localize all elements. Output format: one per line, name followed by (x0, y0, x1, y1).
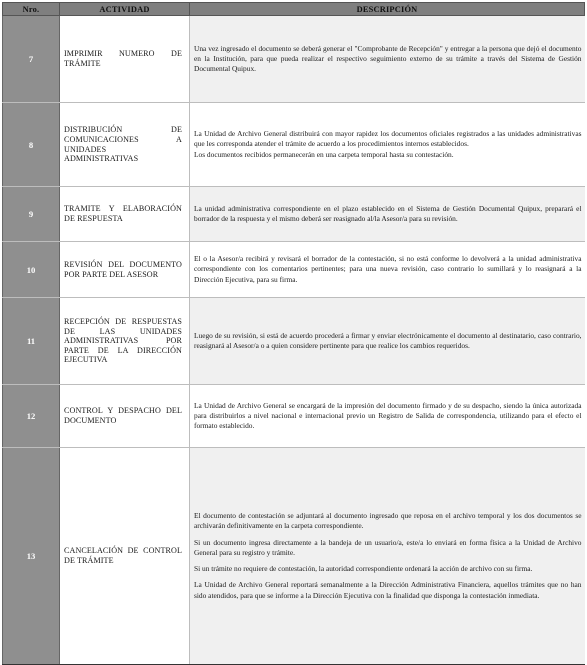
activity-label: TRAMITE Y ELABORACIÓN DE RESPUESTA (64, 204, 182, 223)
activity-cell (60, 103, 190, 187)
description-cell (190, 298, 585, 385)
table-row (3, 242, 585, 298)
table-row (3, 385, 585, 448)
row-number: 12 (3, 385, 60, 448)
activity-label: RECEPCIÓN DE RESPUESTAS DE LAS UNIDADES ADMINISTRATIVAS POR PARTE DE LA DIRECCIÓN EJECUTIVA (64, 317, 182, 365)
description-paragraph: Si un trámite no requiere de contestación, la autoridad correspondiente ordenará la acción de archivo con su firma. (194, 564, 533, 574)
column-header-descripcion: DESCRIPCIÓN (190, 3, 585, 16)
description-paragraph: El documento de contestación se adjuntará al documento ingresado que reposa en el archivo temporal y los dos documentos se archivarán definitivamente en la carpeta correspondiente. (194, 511, 582, 531)
activity-cell (60, 448, 190, 665)
table-row (3, 103, 585, 187)
description-paragraph: Una vez ingresado el documento se deberá generar el "Comprobante de Recepción" y entregar a la persona que dejó el documento en la Institución, para que pueda realizar el respectivo seguimiento externo de su trámite a través del Sistema de Gestión Documental Quipux. (194, 43, 582, 74)
column-header-nro: Nro. (3, 3, 60, 16)
table-header-row (3, 3, 585, 16)
activity-cell (60, 16, 190, 103)
row-number: 11 (3, 298, 60, 385)
description-cell (190, 16, 585, 103)
row-number: 7 (3, 16, 60, 103)
description-cell (190, 242, 585, 298)
description-paragraph: Luego de su revisión, si está de acuerdo procederá a firmar y enviar electrónicamente el documento al destinatario, caso contrario, reasignará al Asesor/a o a quien considere pertinente para que realice los cambios requeridos. (194, 330, 582, 350)
activity-cell (60, 187, 190, 242)
table-row (3, 448, 585, 665)
activity-label: CONTROL Y DESPACHO DEL DOCUMENTO (64, 406, 182, 425)
column-header-actividad: ACTIVIDAD (60, 3, 190, 16)
description-cell (190, 103, 585, 187)
description-cell (190, 385, 585, 448)
procedure-table (2, 2, 585, 665)
description-paragraph: La Unidad de Archivo General reportará semanalmente a la Dirección Administrativa Financiera, aquellos trámites que no han sido atendidos, para que se informe a la Dirección Ejecutiva con la finalidad que disponga la contestación inmediata. (194, 580, 582, 600)
row-number: 10 (3, 242, 60, 298)
description-paragraph: La Unidad de Archivo General distribuirá con mayor rapidez los documentos oficiales registrados a las unidades administrativas que les corresponda atender el trámite de acuerdo a los procedimientos internos establecidos. (194, 129, 582, 149)
activity-cell (60, 242, 190, 298)
row-number: 9 (3, 187, 60, 242)
activity-label: CANCELACIÓN DE CONTROL DE TRÁMITE (64, 546, 182, 565)
description-paragraph: La unidad administrativa correspondiente en el plazo establecido en el Sistema de Gestión Documental Quipux, preparará el borrador de la respuesta y el mismo deberá ser reasignado al/la Asesor/a para su revisión. (194, 203, 582, 223)
activity-label: IMPRIMIR NUMERO DE TRÁMITE (64, 49, 182, 68)
description-paragraph: Si un documento ingresa directamente a la bandeja de un usuario/a, este/a lo enviará en forma física a la Unidad de Archivo General para su registro y trámite. (194, 537, 582, 557)
activity-cell (60, 385, 190, 448)
activity-label: REVISIÓN DEL DOCUMENTO POR PARTE DEL ASESOR (64, 259, 182, 279)
procedure-document (2, 2, 584, 665)
row-number: 8 (3, 103, 60, 187)
table-row (3, 298, 585, 385)
activity-label: DISTRIBUCIÓN DE COMUNICACIONES A UNIDADES ADMINISTRATIVAS (64, 125, 182, 164)
description-paragraph: Los documentos recibidos permanecerán en una carpeta temporal hasta su contestación. (194, 149, 454, 159)
activity-cell (60, 298, 190, 385)
table-row (3, 16, 585, 103)
row-number: 13 (3, 448, 60, 665)
description-paragraph: El o la Asesor/a recibirá y revisará el borrador de la contestación, si no está conforme lo devolverá a la unidad administrativa correspondiente con los comentarios pertinentes; para una nueva revisión, caso contrario lo sumillará y lo reasignará a la Dirección Ejecutiva, para su firma. (194, 254, 582, 284)
description-cell (190, 187, 585, 242)
description-paragraph: La Unidad de Archivo General se encargará de la impresión del documento firmado y de su despacho, siendo la única autorizada para distribuirlos a nivel nacional e internacional previo un Registro de Salida de correspondencia, utilizando para el efecto el formato establecido. (194, 400, 582, 431)
table-row (3, 187, 585, 242)
description-cell (190, 448, 585, 665)
